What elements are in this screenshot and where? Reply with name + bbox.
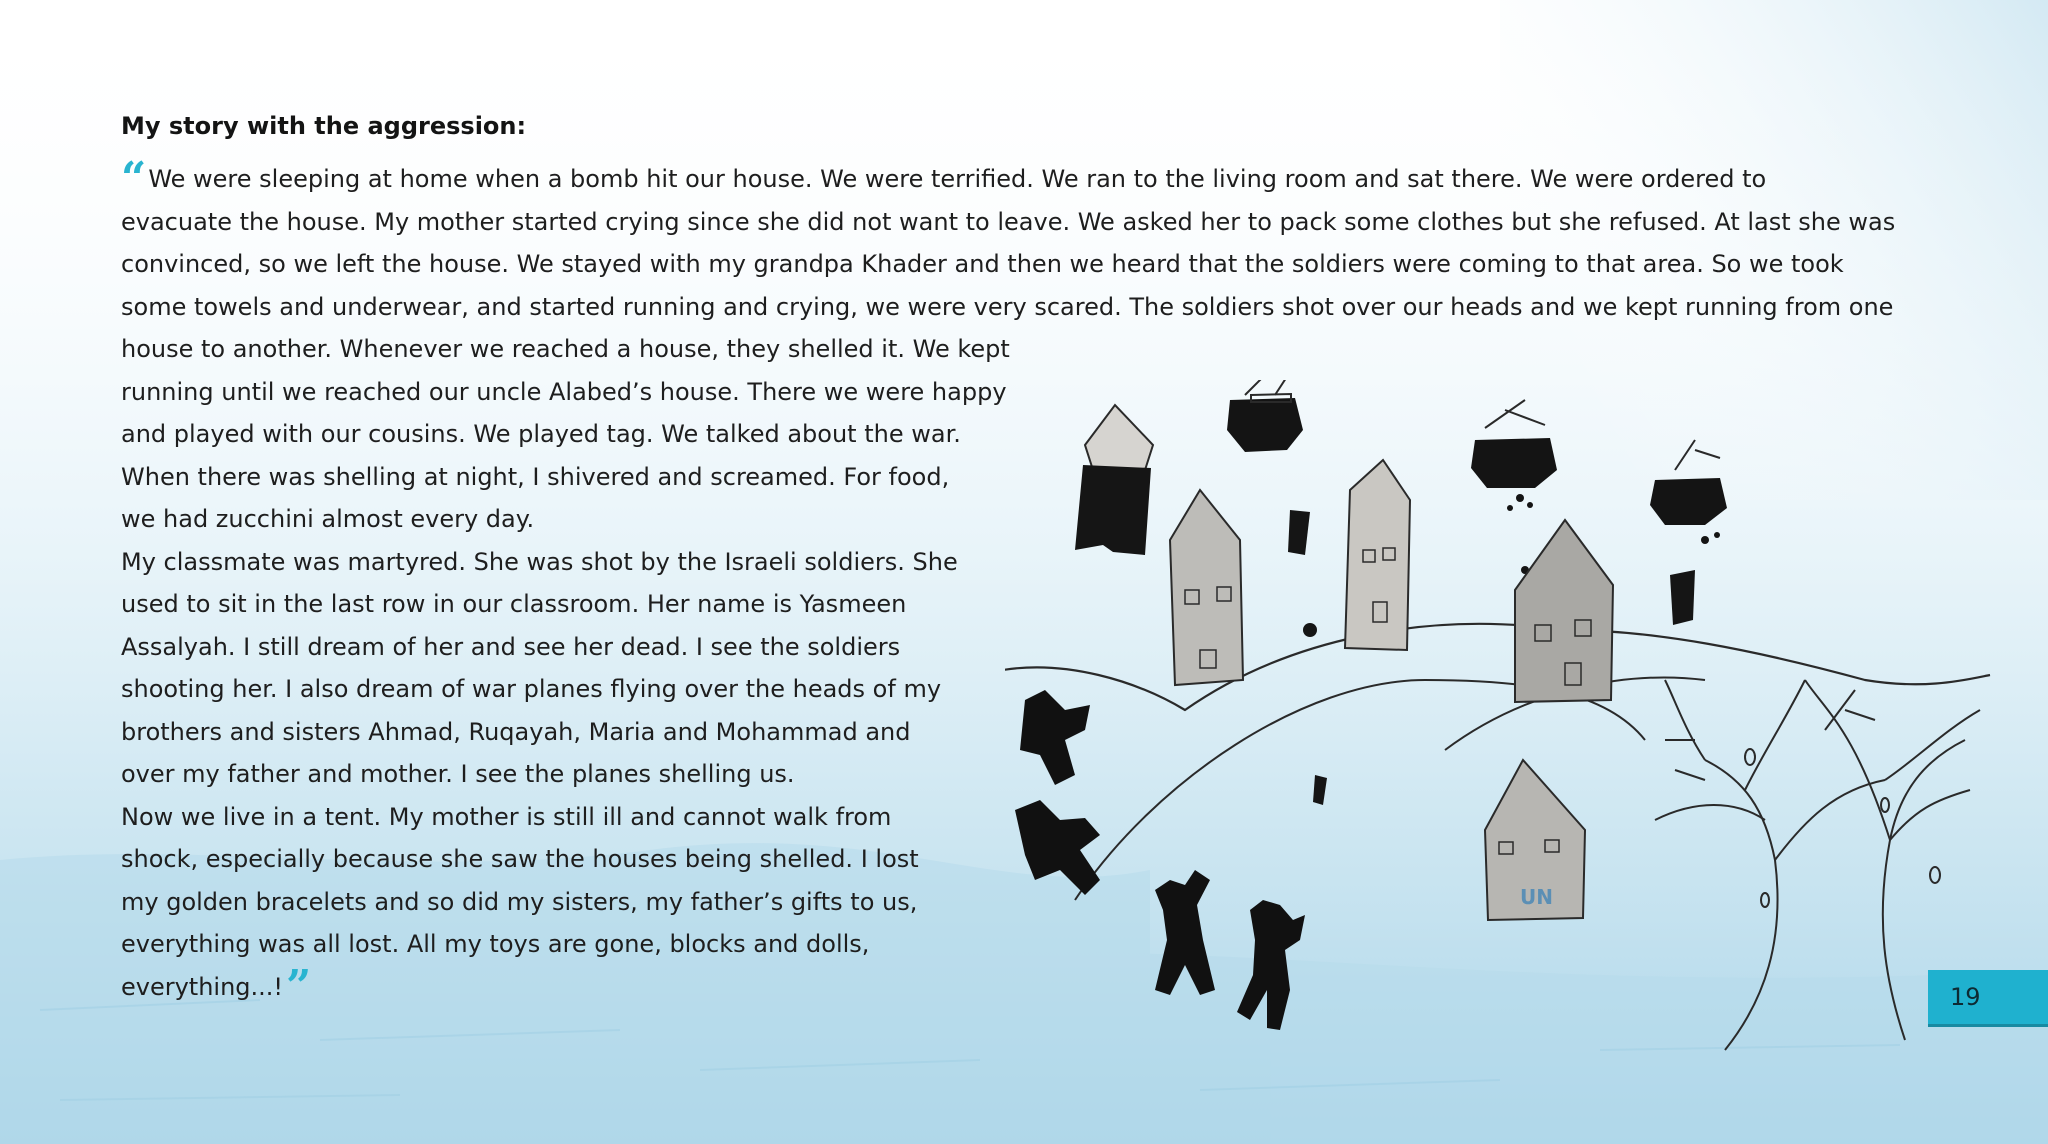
story-line: house to another. Whenever we reached a house, they shelled it. We kept: [121, 335, 1010, 363]
story-line: Assalyah. I still dream of her and see her dead. I see the soldiers: [121, 632, 901, 661]
story-body: [121, 153, 1941, 1012]
story-line: My classmate was martyred. She was shot by the Israeli soldiers. She: [121, 547, 958, 576]
page-number: 19: [1950, 983, 1981, 1011]
story-line: Now we live in a tent. My mother is still ill and cannot walk from: [121, 802, 892, 831]
story-line: some towels and underwear, and started running and crying, we were very scared. The soldiers shot over our heads and we kept running from one: [121, 292, 1894, 321]
story-line: shooting her. I also dream of war planes flying over the heads of my: [121, 675, 942, 703]
story-line: used to sit in the last row in our classroom. Her name is Yasmeen: [121, 590, 907, 618]
story-heading: My story with the aggression:: [121, 112, 527, 140]
story-line: everything...!”: [121, 960, 312, 1012]
story-line: evacuate the house. My mother started crying since she did not want to leave. We asked her to pack some clothes but she refused. At last she was: [121, 207, 1896, 236]
story-page: [121, 108, 1941, 1012]
un-sign: UN: [1520, 885, 1553, 909]
story-line: everything was all lost. All my toys are gone, blocks and dolls,: [121, 930, 870, 958]
story-line: “We were sleeping at home when a bomb hit our house. We were terrified. We ran to the living room and sat there. We were ordered to: [121, 153, 1767, 204]
open-quote-mark: “: [121, 153, 147, 204]
story-line: brothers and sisters Ahmad, Ruqayah, Maria and Mohammad and: [121, 717, 911, 746]
story-line: When there was shelling at night, I shivered and screamed. For food,: [121, 462, 950, 491]
story-line: convinced, so we left the house. We stayed with my grandpa Khader and then we heard that the soldiers were coming to that area. So we took: [121, 250, 1844, 278]
story-line: my golden bracelets and so did my sisters, my father’s gifts to us,: [121, 887, 918, 916]
story-line: over my father and mother. I see the planes shelling us.: [121, 760, 795, 788]
story-line: shock, especially because she saw the houses being shelled. I lost: [121, 845, 919, 873]
page-number-tab: [1928, 970, 2048, 1024]
story-line: running until we reached our uncle Alabed’s house. There we were happy: [121, 377, 1007, 406]
close-quote-mark: ”: [286, 960, 312, 1012]
story-line: we had zucchini almost every day.: [121, 505, 535, 533]
story-line: and played with our cousins. We played tag. We talked about the war.: [121, 420, 961, 448]
